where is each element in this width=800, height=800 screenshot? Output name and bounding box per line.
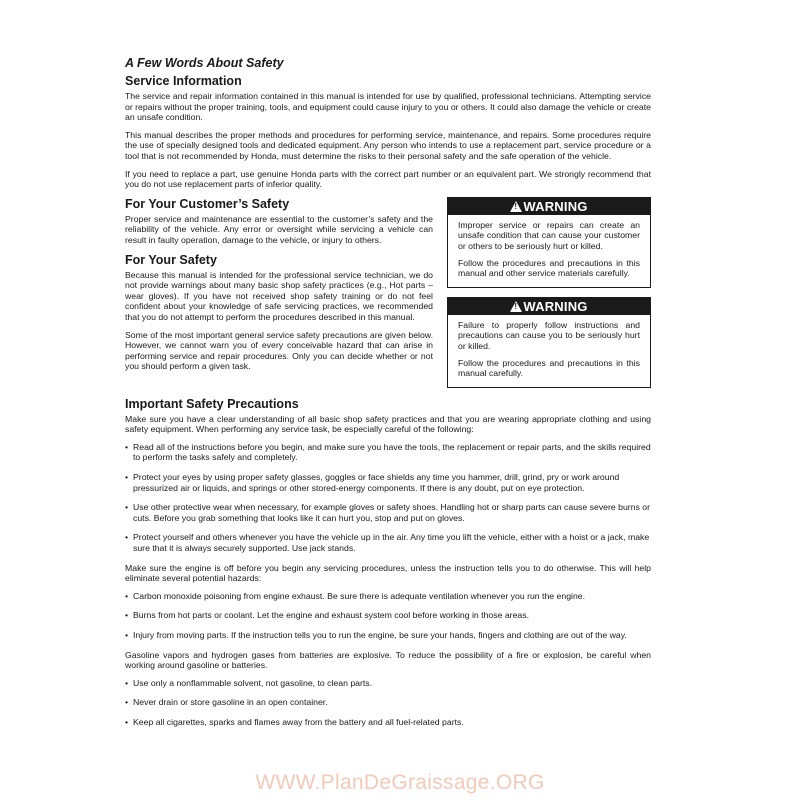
precautions-intro: Make sure you have a clear understanding of all basic shop safety practices and that you are wearing appropriate clothing and using safety equipment. When performing any service task, be especially careful of the following: [125,413,651,435]
warning-label: WARNING [523,298,588,314]
list-item-text: Carbon monoxide poisoning from engine exhaust. Be sure there is adequate ventilation whenever you run the engine. [133,590,586,601]
list-item-text: Burns from hot parts or coolant. Let the engine and exhaust system cool before working in those areas. [133,610,529,621]
bullet-icon: • [125,697,129,708]
list-item [125,442,651,463]
service-information-section [125,74,651,190]
safety-columns [125,197,651,397]
list-item-text: Protect your eyes by using proper safety glasses, goggles or face shields any time you hammer, drill, grind, pry or work around pressurized air or liquids, and springs or other stored-energy components. If there is any doubt, put on eye protection. [133,472,620,493]
gasoline-precautions-list [125,678,651,728]
warning-triangle-icon [510,201,522,212]
bullet-icon: • [125,610,129,621]
precautions-heading: Important Safety Precautions [125,396,299,411]
bullet-icon: • [125,472,129,483]
warning-text-1: Improper service or repairs can create an unsafe condition that can cause your customer or others to be seriously hurt or killed. [458,219,640,251]
bullet-icon: • [125,716,129,727]
warning-box-1 [447,197,651,288]
warning-text-2: Follow the procedures and precautions in this manual and other service materials carefully. [458,257,640,279]
warning-text-2: Follow the procedures and precautions in this manual carefully. [458,357,640,379]
warning-body [448,315,650,387]
list-item [125,717,651,728]
bullet-icon: • [125,677,129,688]
list-item [125,610,651,621]
customer-safety-heading: For Your Customer’s Safety [125,196,290,211]
engine-off-intro: Make sure the engine is off before you begin any servicing procedures, unless the instruction tells you to do otherwise. This will help eliminate several potential hazards: [125,562,651,584]
list-item-text: Use only a nonflammable solvent, not gasoline, to clean parts. [133,677,373,688]
manual-page [125,56,651,737]
bullet-icon: • [125,532,129,543]
page-title: A Few Words About Safety [125,56,284,70]
watermark-text: WWW.PlanDeGraissage.ORG [255,771,545,794]
engine-hazards-list [125,591,651,641]
warning-text-1: Failure to properly follow instructions and precautions can cause you to be seriously hurt or killed. [458,319,640,351]
list-item [125,591,651,602]
warning-triangle-icon [510,301,522,312]
warning-header [448,298,650,315]
warning-body [448,215,650,287]
gasoline-intro: Gasoline vapors and hydrogen gases from batteries are explosive. To reduce the possibility of a fire or explosion, be careful when working around gasoline or batteries. [125,649,651,671]
list-item-text: Use other protective wear when necessary, for example gloves or safety shoes. Handling hot or sharp parts can cause severe burns or cuts. Before you grab something that looks like it can hurt you, stop and put on gloves. [133,502,651,523]
general-precautions-list [125,442,651,554]
list-item-text: Injury from moving parts. If the instruction tells you to run the engine, be sure your hands, fingers and clothing are out of the way. [133,630,627,640]
warning-label: WARNING [523,198,588,214]
warning-header [448,198,650,215]
list-item-text: Protect yourself and others whenever you have the vehicle up in the air. Any time you lift the vehicle, either with a hoist or a jack, make sure that it is always securely supported. Use jack stands. [133,532,650,554]
important-safety-precautions-section [125,397,651,728]
service-information-heading: Service Information [125,74,242,88]
warning-box-2 [447,297,651,388]
your-safety-heading: For Your Safety [125,252,217,267]
list-item [125,532,651,553]
your-safety-paragraph-2: Some of the most important general service safety precautions are given below. However, we cannot warn you of every conceivable hazard that can arise in performing service and repair procedures. Only you can decide whether or not you should perform a given task. [125,329,433,372]
bullet-icon: • [125,590,129,601]
service-information-paragraph-2: This manual describes the proper methods and procedures for performing service, maintenance, and repairs. Some procedures require the use of specially designed tools and dedicated equipment. Any person who intends to use a replacement part, service procedure or a tool that is not recommended by Honda, must determine the risks to their personal safety and the safe operation of the vehicle. [125,129,651,161]
your-safety-paragraph-1: Because this manual is intended for the professional service technician, we do not provide warnings about many basic shop safety practices (e.g., Hot parts – wear gloves). If you have not received shop safety training or do not feel confident about your knowledge of safe servicing practices, we recommended that you do not attempt to perform the procedures described in this manual. [125,269,433,322]
list-item-text: Keep all cigarettes, sparks and flames away from the battery and all fuel-related parts. [133,716,464,727]
service-information-paragraph-1: The service and repair information contained in this manual is intended for use by qualified, professional technicians. Attempting service or repairs without the proper training, tools, and equipment could cause injury to you or others. It could also damage the vehicle or create an unsafe condition. [125,91,651,123]
list-item [125,502,651,523]
customer-safety-paragraph: Proper service and maintenance are essential to the customer’s safety and the reliability of the vehicle. Any error or oversight while servicing a vehicle can result in faulty operation, damage to the vehicle, or injury to others. [125,213,433,245]
right-column [447,197,651,397]
list-item-text: Never drain or store gasoline in an open container. [133,697,328,708]
list-item-text: Read all of the instructions before you begin, and make sure you have the tools, the replacement or repair parts, and the skills required to perform the tasks safely and completely. [133,441,651,463]
list-item [125,678,651,689]
list-item [125,630,651,641]
list-item [125,697,651,708]
left-column [125,197,433,397]
bullet-icon: • [125,441,129,452]
service-information-paragraph-3: If you need to replace a part, use genuine Honda parts with the correct part number or an equivalent part. We strongly recommend that you do not use replacement parts of inferior quality. [125,168,651,190]
bullet-icon: • [125,502,129,513]
list-item [125,472,651,493]
bullet-icon: • [125,630,129,640]
